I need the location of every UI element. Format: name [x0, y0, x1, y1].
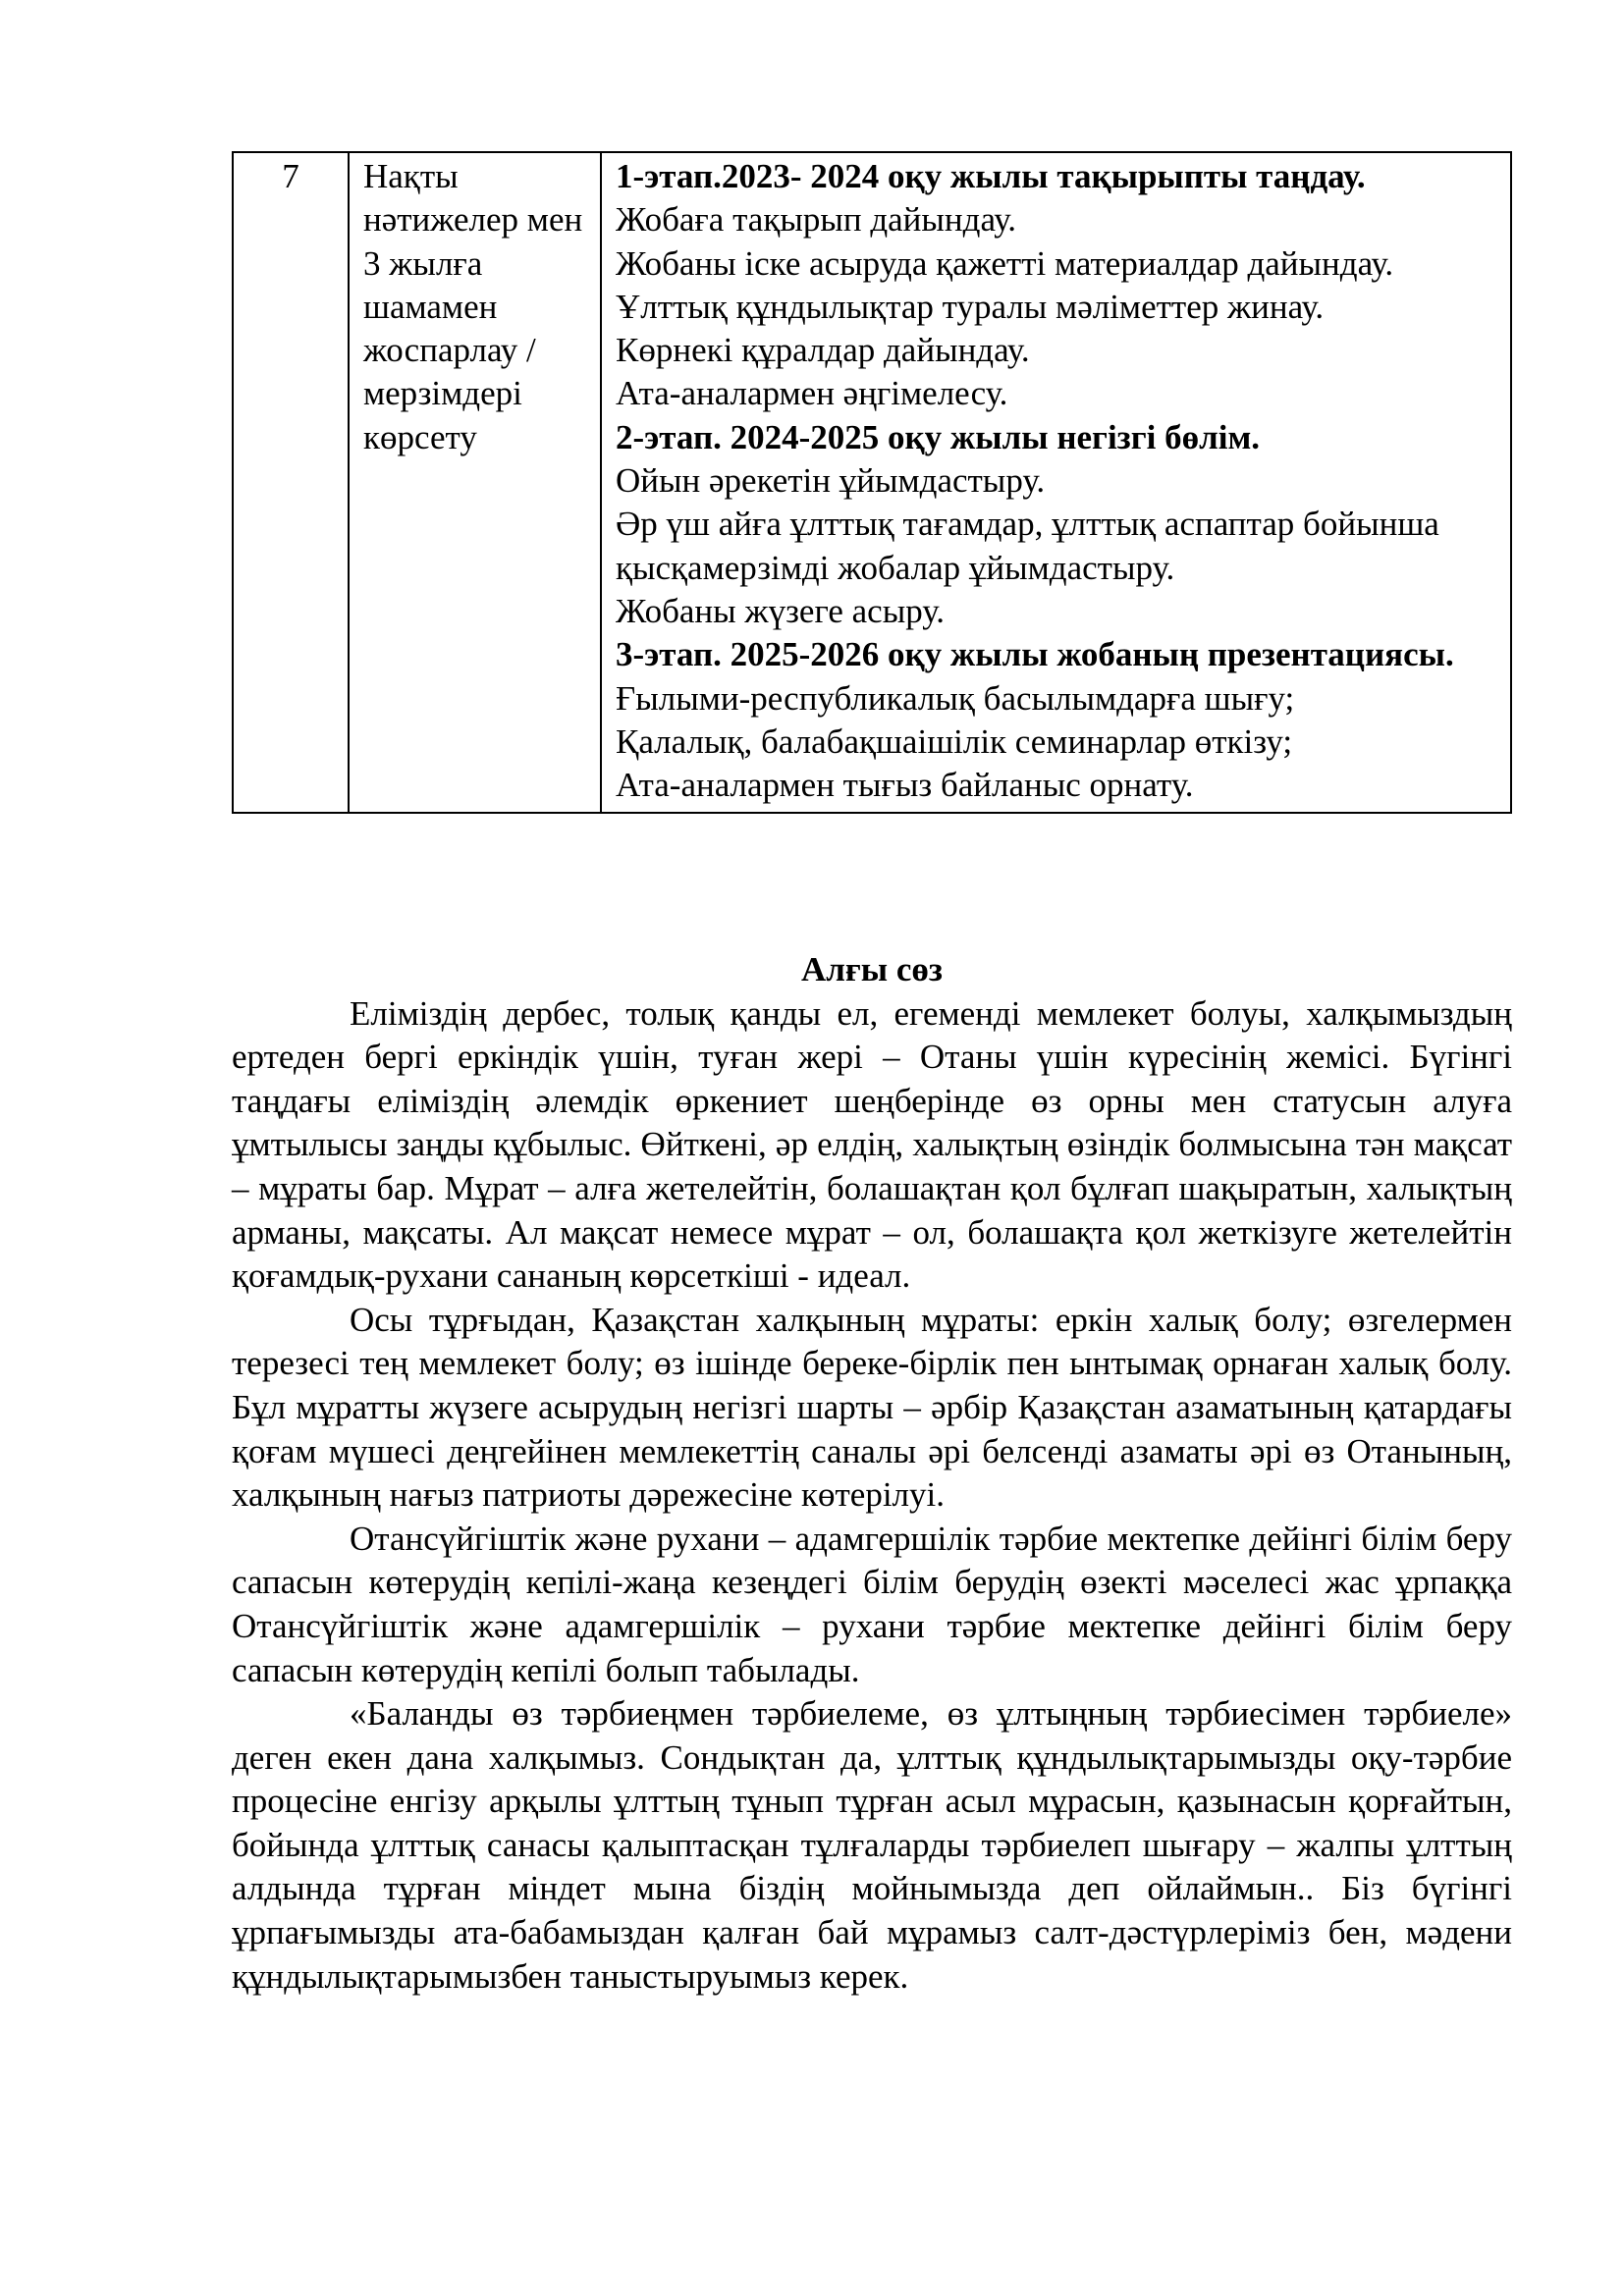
paragraph: «Баланды өз тәрбиеңмен тәрбиелеме, өз ұлтыңның тәрбиесімен тәрбиеле» деген екен дана халқымыз. Сондықтан да, ұлттық құндылықтарымызды оқу-тәрбие процесіне енгізу арқылы ұлттың тұнып тұрған асыл мұрасын, қазынасын қорғайтын, бойында ұлттық санасы қалыптасқан тұлғаларды тәрбиелеп шығару – жалпы ұлттың алдында тұрған міндет мына біздің мойнымызда деп ойлаймын.. Біз бүгінгі ұрпағымызды ата-бабамыздан қалған бай мұрамыз салт-дәстүрлеріміз бен, мәдени құндылықтарымызбен таныстыруымыз керек. — [232, 1694, 1512, 1996]
stage1-item: Ұлттық құндылықтар туралы мәліметтер жинау. — [616, 287, 1325, 326]
paragraph: Осы тұрғыдан, Қазақстан халқының мұраты: еркін халық болу; өзгелермен терезесі тең мемлекет болу; өз ішінде береке-бірлік пен ынтымақ орнаған халық болу. Бұл мұратты жүзеге асырудың негізгі шарты – әрбір Қазақстан азаматының қатардағы қоғам мүшесі деңгейінен мемлекеттің саналы әрі белсенді азаматы әрі өз Отанының, халқының нағыз патриоты дәрежесіне көтерілуі. — [232, 1300, 1512, 1515]
paragraph: Отансүйгіштік және рухани – адамгершілік тәрбие мектепке дейінгі білім беру сапасын көтерудің кепілі-жаңа кезеңдегі білім берудің өзекті мәселесі жас ұрпаққа Отансүйгіштік және адамгершілік – рухани тәрбие мектепке дейінгі білім беру сапасын көтерудің кепілі болып табылады. — [232, 1519, 1512, 1689]
stage1-heading: 1-этап.2023- 2024 оқу жылы тақырыпты таңдау. — [616, 157, 1366, 195]
project-plan-table — [232, 151, 1512, 814]
stage3-item: Ата-аналармен тығыз байланыс орнату. — [616, 766, 1194, 805]
stages-cell — [601, 152, 1511, 813]
criterion-cell — [349, 152, 601, 813]
section-title: Алғы сөз — [801, 950, 943, 988]
stage3-heading: 3-этап. 2025-2026 оқу жылы жобаның презентациясы. — [616, 635, 1454, 674]
row-number-cell — [233, 152, 349, 813]
stage3-item: Ғылыми-республикалық басылымдарға шығу; — [616, 678, 1295, 718]
row-number: 7 — [282, 157, 299, 195]
stage1-item: Жобаны іске асыруда қажетті материалдар дайындау. — [616, 243, 1394, 283]
foreword-section — [232, 948, 1512, 1999]
criterion-text: Нақты нәтижелер мен 3 жылға шамамен жоспарлау / мерзімдері көрсету — [363, 157, 583, 456]
stage1-item: Ата-аналармен әңгімелесу. — [616, 374, 1008, 413]
stage2-item: Ойын әрекетін ұйымдастыру. — [616, 461, 1046, 501]
stage2-item: Әр үш айға ұлттық тағамдар, ұлттық аспаптар бойынша қысқамерзімді жобалар ұйымдастыру. — [616, 505, 1439, 587]
stage1-item: Көрнекі құралдар дайындау. — [616, 331, 1030, 370]
table-row — [233, 152, 1511, 813]
paragraph: Еліміздің дербес, толық қанды ел, егеменді мемлекет болуы, халқымыздың ертеден бергі еркіндік үшін, туған жері – Отаны үшін күресінің жемісі. Бүгінгі таңдағы еліміздің әлемдік өркениет шеңберінде өз орны мен статусын алуға ұмтылысы заңды құбылыс. Өйткені, әр елдің, халықтың өзіндік болмысына тән мақсат – мұраты бар. Мұрат – алға жетелейтін, болашақтан қол бұлғап шақыратын, халықтың арманы, мақсаты. Ал мақсат немесе мұрат – ол, болашақта қол жеткізуге жетелейтін қоғамдық-рухани сананың көрсеткіші - идеал. — [232, 993, 1512, 1296]
stage2-item: Жобаны жүзеге асыру. — [616, 591, 946, 630]
stage2-heading: 2-этап. 2024-2025 оқу жылы негізгі бөлім. — [616, 417, 1261, 456]
stage3-item: Қалалық, балабақшаішілік семинарлар өткізу; — [616, 721, 1293, 761]
stage1-item: Жобаға тақырып дайындау. — [616, 200, 1016, 240]
